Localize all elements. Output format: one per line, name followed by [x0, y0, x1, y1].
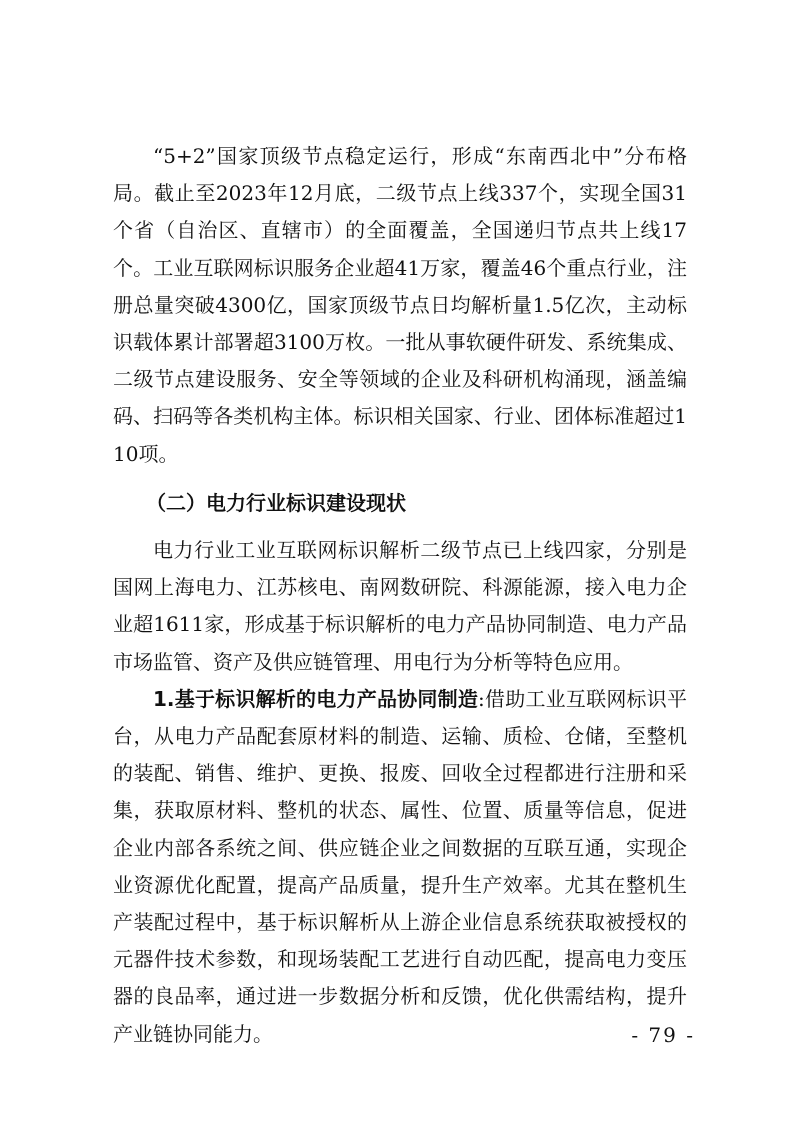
paragraph-lead-title: 1.基于标识解析的电力产品协同制造 — [153, 686, 479, 711]
page-content — [113, 138, 687, 1053]
page-number: - 79 - — [631, 1023, 695, 1047]
paragraph-collaborative-manufacturing — [113, 681, 687, 1053]
paragraph-body-text: :借助工业互联网标识平台，从电力产品配套原材料的制造、运输、质检、仓储，至整机的装配、销售、维护、更换、报废、回收全过程都进行注册和采集，获取原材料、整机的状态、属性、位置、质量等信息，促进企业内部各系统之间、供应链企业之间数据的互联互通，实现企业资源优化配置，提高产品质量，提升生产效率。尤其在整机生产装配过程中，基于标识解析从上游企业信息系统获取被授权的元器件技术参数，和现场装配工艺进行自动匹配，提高电力变压器的良品率，通过进一步数据分析和反馈，优化供需结构，提升产业链协同能力。 — [113, 686, 687, 1046]
paragraph-identifier-status: “5+2”国家顶级节点稳定运行，形成“东南西北中”分布格局。截止至2023年12月底，二级节点上线337个，实现全国31个省（自治区、直辖市）的全面覆盖，全国递归节点共上线17个。工业互联网标识服务企业超41万家，覆盖46个重点行业，注册总量突破4300亿，国家顶级节点日均解析量1.5亿次，主动标识载体累计部署超3100万枚。一批从事软硬件研发、系统集成、二级节点建设服务、安全等领域的企业及科研机构涌现，涵盖编码、扫码等各类机构主体。标识相关国家、行业、团体标准超过110项。 — [113, 144, 687, 466]
section-heading: （二）电力行业标识建设现状 — [146, 490, 406, 515]
paragraph-power-industry: 电力行业工业互联网标识解析二级节点已上线四家，分别是国网上海电力、江苏核电、南网数研院、科源能源，接入电力企业超1611家，形成基于标识解析的电力产品协同制造、电力产品市场监管、资产及供应链管理、用电行为分析等特色应用。 — [113, 538, 687, 674]
